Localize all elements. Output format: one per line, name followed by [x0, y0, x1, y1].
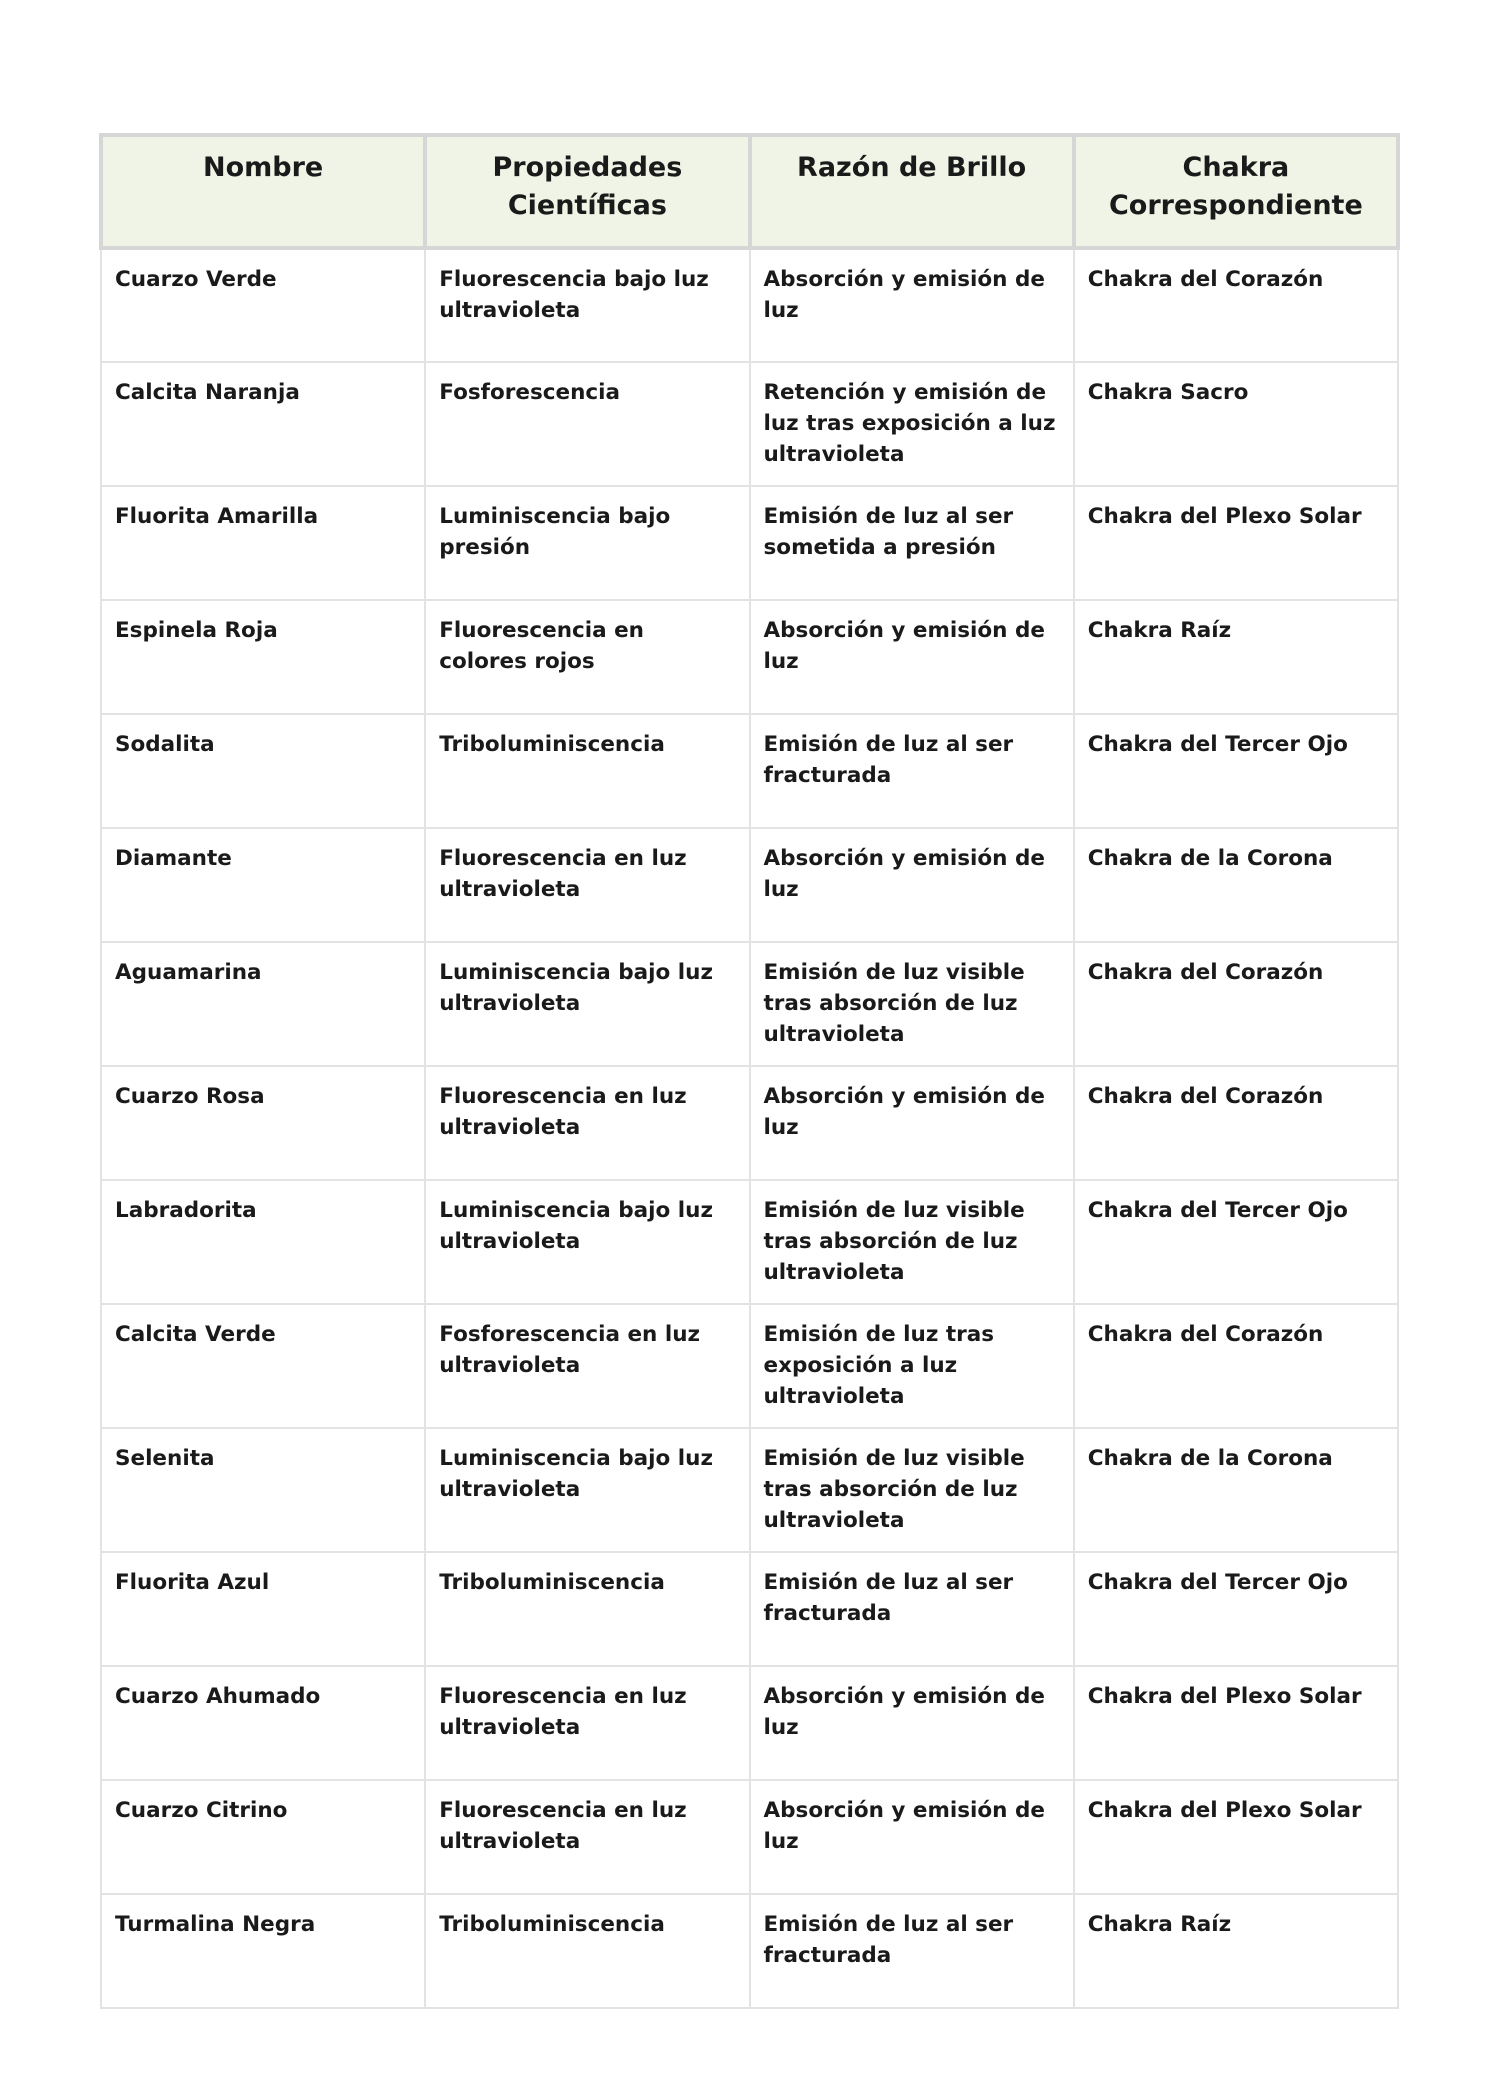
- cell-nombre: Cuarzo Verde: [101, 248, 425, 362]
- cell-propiedades: Triboluminiscencia: [425, 1894, 749, 2008]
- cell-nombre: Cuarzo Rosa: [101, 1066, 425, 1180]
- cell-razon: Emisión de luz al ser sometida a presión: [750, 486, 1074, 600]
- cell-nombre: Calcita Naranja: [101, 362, 425, 486]
- cell-razon: Absorción y emisión de luz: [750, 828, 1074, 942]
- cell-razon: Emisión de luz visible tras absorción de luz ultravioleta: [750, 942, 1074, 1066]
- cell-chakra: Chakra de la Corona: [1074, 1428, 1398, 1552]
- cell-nombre: Espinela Roja: [101, 600, 425, 714]
- cell-propiedades: Luminiscencia bajo luz ultravioleta: [425, 1180, 749, 1304]
- table-row: [101, 1428, 1398, 1552]
- cell-razon: Emisión de luz al ser fracturada: [750, 714, 1074, 828]
- cell-propiedades: Fluorescencia en luz ultravioleta: [425, 828, 749, 942]
- cell-nombre: Fluorita Amarilla: [101, 486, 425, 600]
- cell-nombre: Selenita: [101, 1428, 425, 1552]
- cell-chakra: Chakra de la Corona: [1074, 828, 1398, 942]
- header-nombre: Nombre: [101, 135, 425, 248]
- cell-propiedades: Fluorescencia en luz ultravioleta: [425, 1066, 749, 1180]
- cell-razon: Emisión de luz visible tras absorción de luz ultravioleta: [750, 1180, 1074, 1304]
- table-row: [101, 942, 1398, 1066]
- table-row: [101, 1304, 1398, 1428]
- table-body: [101, 248, 1398, 2008]
- cell-propiedades: Fluorescencia en luz ultravioleta: [425, 1780, 749, 1894]
- cell-chakra: Chakra Sacro: [1074, 362, 1398, 486]
- cell-razon: Absorción y emisión de luz: [750, 248, 1074, 362]
- cell-propiedades: Fluorescencia bajo luz ultravioleta: [425, 248, 749, 362]
- cell-chakra: Chakra del Tercer Ojo: [1074, 1552, 1398, 1666]
- table-row: [101, 714, 1398, 828]
- cell-chakra: Chakra del Plexo Solar: [1074, 486, 1398, 600]
- cell-propiedades: Fosforescencia: [425, 362, 749, 486]
- crystals-table-container: [99, 133, 1400, 2009]
- cell-propiedades: Triboluminiscencia: [425, 1552, 749, 1666]
- table-row: [101, 1066, 1398, 1180]
- cell-propiedades: Luminiscencia bajo luz ultravioleta: [425, 1428, 749, 1552]
- cell-razon: Absorción y emisión de luz: [750, 1666, 1074, 1780]
- table-row: [101, 248, 1398, 362]
- cell-razon: Absorción y emisión de luz: [750, 600, 1074, 714]
- cell-nombre: Labradorita: [101, 1180, 425, 1304]
- cell-chakra: Chakra del Plexo Solar: [1074, 1666, 1398, 1780]
- table-row: [101, 362, 1398, 486]
- cell-razon: Emisión de luz tras exposición a luz ultravioleta: [750, 1304, 1074, 1428]
- cell-propiedades: Fluorescencia en luz ultravioleta: [425, 1666, 749, 1780]
- cell-propiedades: Fluorescencia en colores rojos: [425, 600, 749, 714]
- cell-nombre: Sodalita: [101, 714, 425, 828]
- cell-chakra: Chakra Raíz: [1074, 600, 1398, 714]
- crystals-table: [99, 133, 1400, 2009]
- cell-nombre: Fluorita Azul: [101, 1552, 425, 1666]
- table-row: [101, 486, 1398, 600]
- cell-nombre: Cuarzo Citrino: [101, 1780, 425, 1894]
- cell-propiedades: Luminiscencia bajo presión: [425, 486, 749, 600]
- cell-propiedades: Luminiscencia bajo luz ultravioleta: [425, 942, 749, 1066]
- cell-nombre: Turmalina Negra: [101, 1894, 425, 2008]
- cell-nombre: Calcita Verde: [101, 1304, 425, 1428]
- cell-razon: Emisión de luz al ser fracturada: [750, 1894, 1074, 2008]
- cell-chakra: Chakra del Corazón: [1074, 942, 1398, 1066]
- table-row: [101, 828, 1398, 942]
- cell-chakra: Chakra del Corazón: [1074, 248, 1398, 362]
- cell-propiedades: Fosforescencia en luz ultravioleta: [425, 1304, 749, 1428]
- cell-razon: Absorción y emisión de luz: [750, 1066, 1074, 1180]
- table-row: [101, 1552, 1398, 1666]
- table-header-row: [101, 135, 1398, 248]
- table-row: [101, 1666, 1398, 1780]
- cell-chakra: Chakra del Plexo Solar: [1074, 1780, 1398, 1894]
- cell-propiedades: Triboluminiscencia: [425, 714, 749, 828]
- header-chakra-correspondiente: Chakra Correspondiente: [1074, 135, 1398, 248]
- table-row: [101, 1180, 1398, 1304]
- table-row: [101, 1894, 1398, 2008]
- table-row: [101, 600, 1398, 714]
- cell-chakra: Chakra del Corazón: [1074, 1304, 1398, 1428]
- header-razon-de-brillo: Razón de Brillo: [750, 135, 1074, 248]
- cell-razon: Absorción y emisión de luz: [750, 1780, 1074, 1894]
- cell-nombre: Cuarzo Ahumado: [101, 1666, 425, 1780]
- cell-chakra: Chakra del Tercer Ojo: [1074, 714, 1398, 828]
- cell-chakra: Chakra del Tercer Ojo: [1074, 1180, 1398, 1304]
- table-row: [101, 1780, 1398, 1894]
- cell-chakra: Chakra Raíz: [1074, 1894, 1398, 2008]
- header-propiedades-cientificas: Propiedades Científicas: [425, 135, 749, 248]
- cell-razon: Emisión de luz al ser fracturada: [750, 1552, 1074, 1666]
- cell-razon: Retención y emisión de luz tras exposición a luz ultravioleta: [750, 362, 1074, 486]
- cell-chakra: Chakra del Corazón: [1074, 1066, 1398, 1180]
- cell-razon: Emisión de luz visible tras absorción de luz ultravioleta: [750, 1428, 1074, 1552]
- cell-nombre: Diamante: [101, 828, 425, 942]
- cell-nombre: Aguamarina: [101, 942, 425, 1066]
